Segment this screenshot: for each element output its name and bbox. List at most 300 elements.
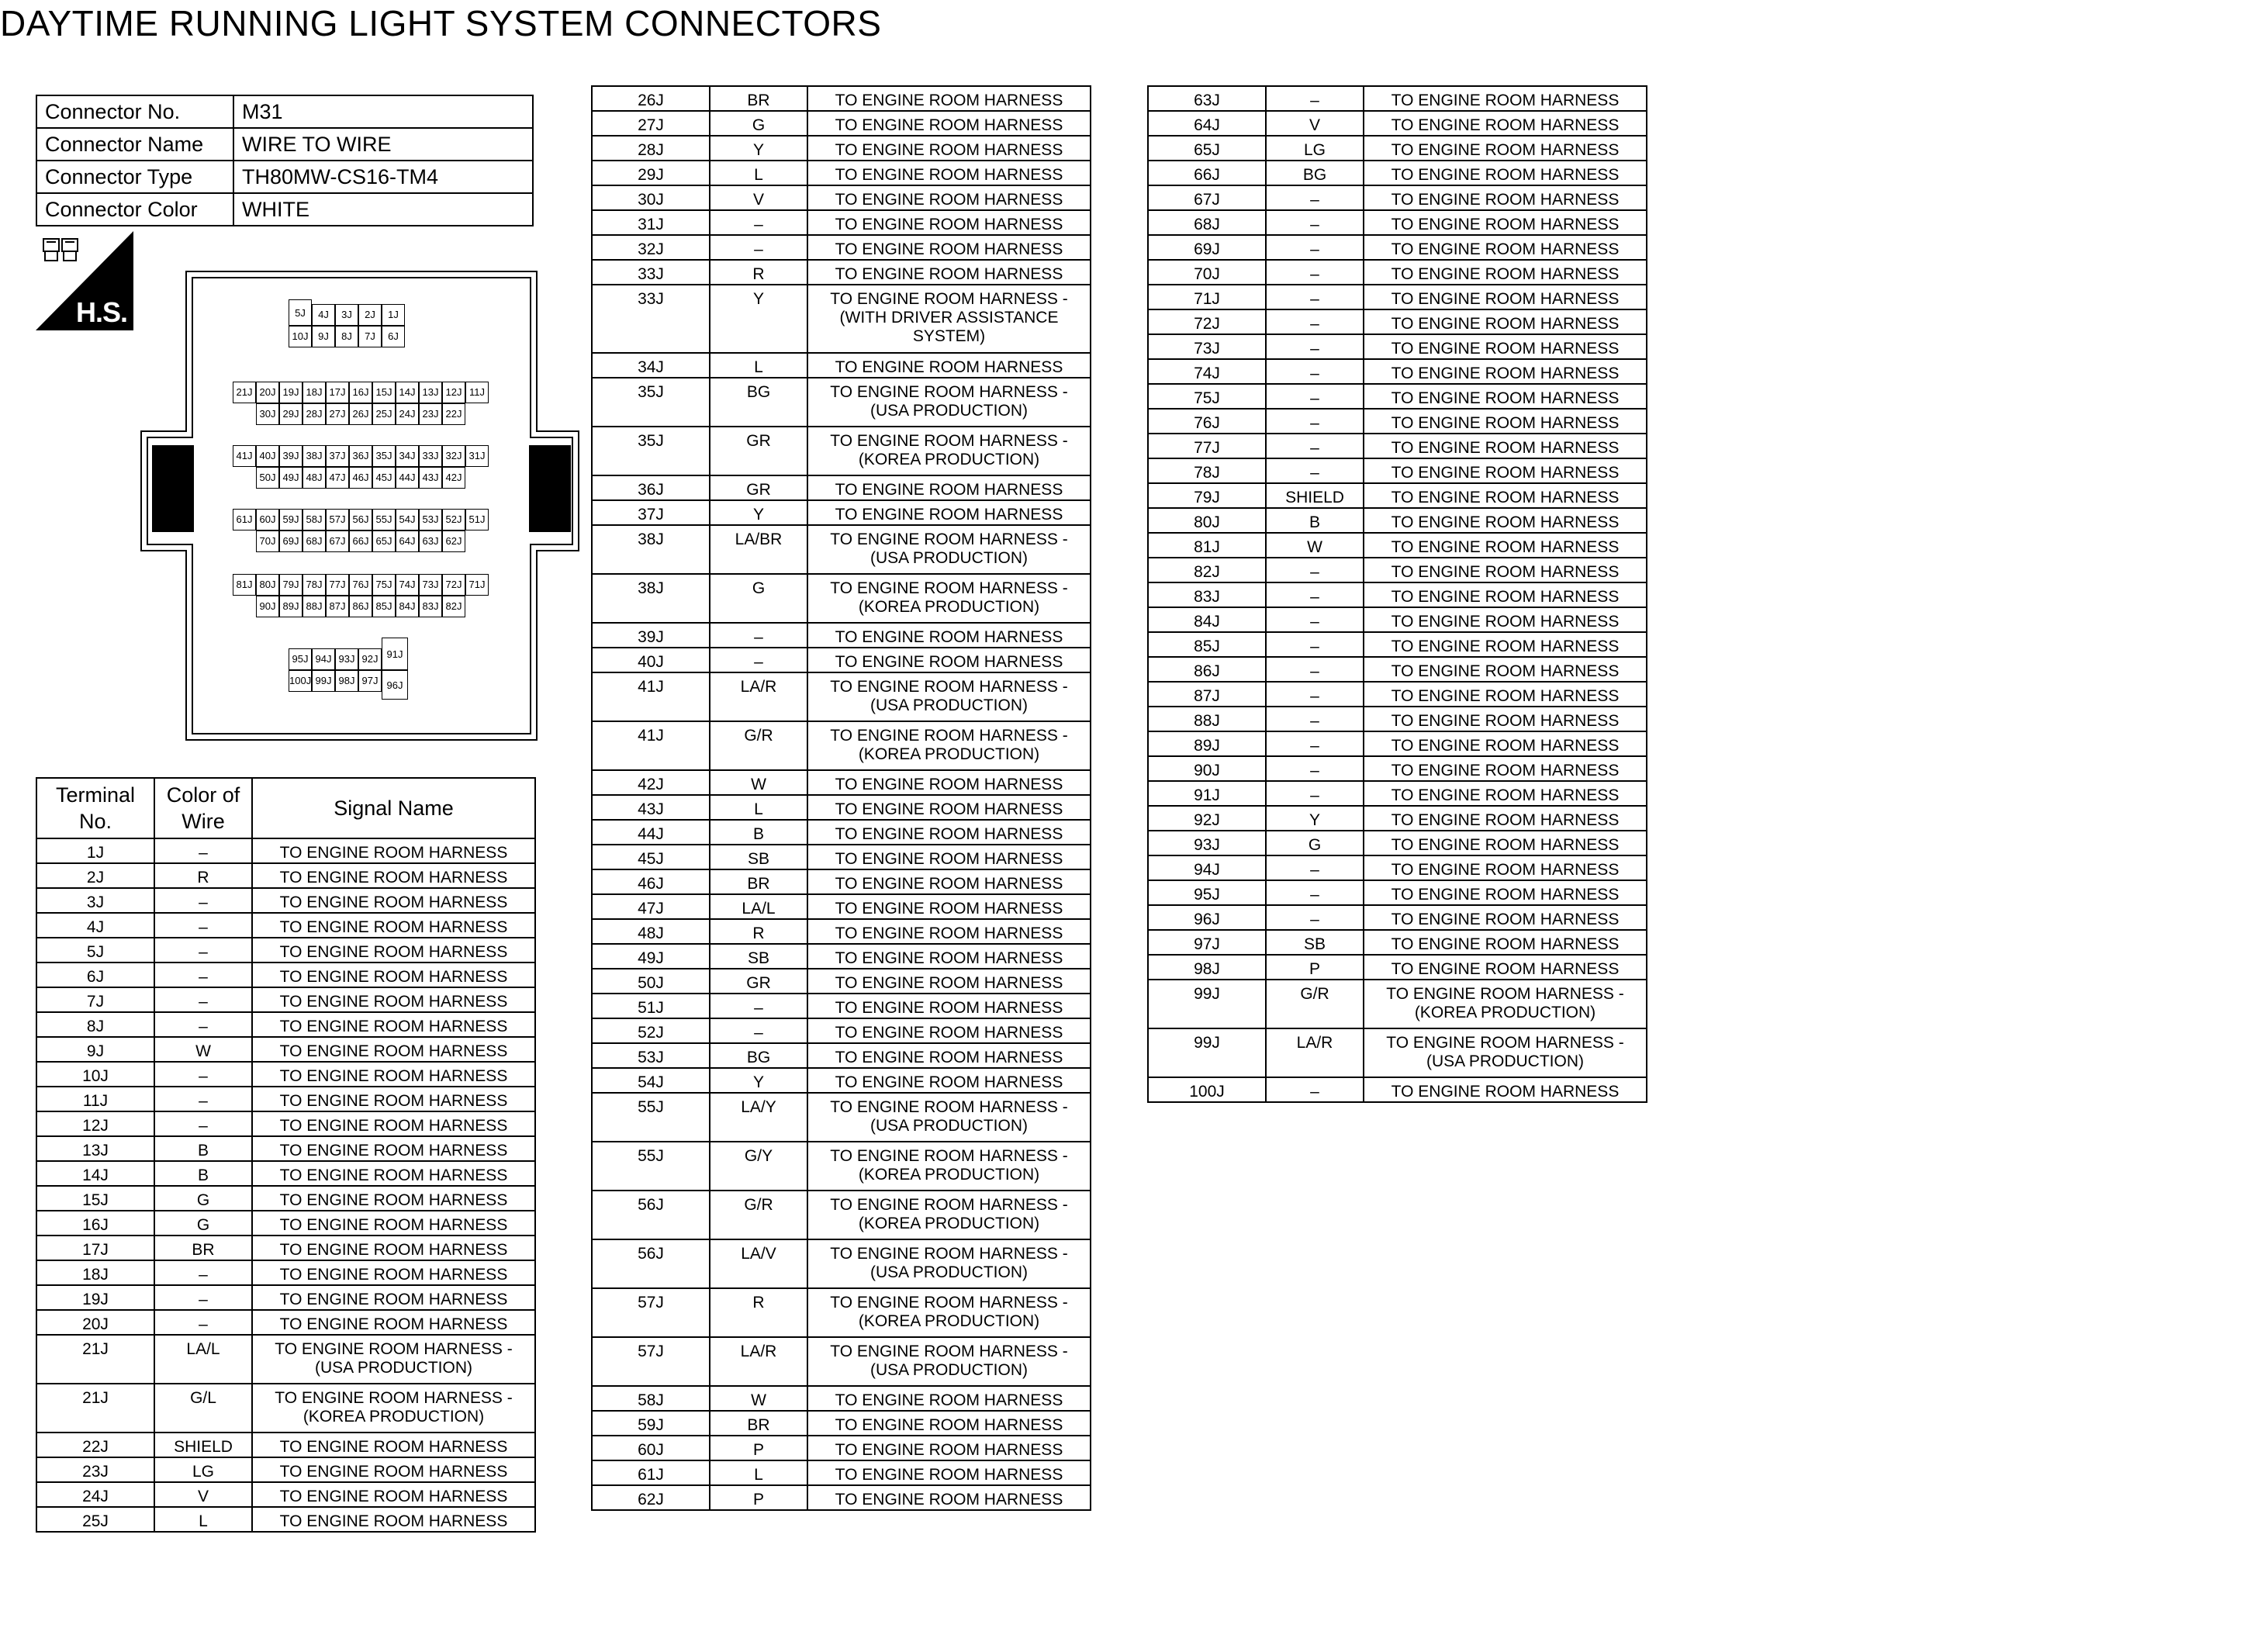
wire-color-cell: –	[154, 1260, 252, 1285]
signal-name-cell: TO ENGINE ROOM HARNESS - (KOREA PRODUCTION)	[807, 721, 1091, 770]
connector-pin: 16J	[349, 382, 372, 403]
wire-color-cell: G/R	[1266, 980, 1364, 1028]
wire-color-cell: LA/R	[710, 672, 807, 721]
connector-pin: 58J	[303, 509, 326, 531]
signal-name-cell: TO ENGINE ROOM HARNESS - (KOREA PRODUCTION)	[807, 1288, 1091, 1337]
terminal-no-cell: 47J	[592, 894, 710, 919]
wire-color-cell: L	[154, 1507, 252, 1532]
terminal-no-cell: 52J	[592, 1018, 710, 1043]
terminal-no-cell: 86J	[1148, 657, 1266, 682]
table-row	[1148, 607, 1647, 632]
terminal-no-cell: 78J	[1148, 458, 1266, 483]
connector-pin: 46J	[349, 467, 372, 489]
table-row	[592, 869, 1091, 894]
table-row	[36, 888, 535, 913]
table-row	[36, 1037, 535, 1062]
connector-pin: 71J	[465, 574, 489, 596]
table-row	[592, 525, 1091, 574]
connector-pin: 7J	[358, 326, 382, 347]
table-row	[36, 1111, 535, 1136]
terminal-no-cell: 46J	[592, 869, 710, 894]
terminal-no-cell: 36J	[592, 475, 710, 500]
connector-pin: 75J	[372, 574, 396, 596]
table-row	[1148, 682, 1647, 707]
terminal-no-cell: 39J	[592, 623, 710, 648]
signal-name-cell: TO ENGINE ROOM HARNESS	[1364, 260, 1647, 285]
connector-pin: 63J	[419, 531, 442, 552]
table-row	[592, 353, 1091, 378]
connector-pin: 79J	[279, 574, 303, 596]
table-row	[592, 378, 1091, 427]
terminal-no-cell: 76J	[1148, 409, 1266, 434]
signal-name-cell: TO ENGINE ROOM HARNESS	[1364, 756, 1647, 781]
connector-pin: 55J	[372, 509, 396, 531]
info-label: Connector Color	[36, 193, 233, 226]
wire-color-cell: –	[1266, 707, 1364, 731]
signal-name-cell: TO ENGINE ROOM HARNESS - (USA PRODUCTION)	[807, 1337, 1091, 1386]
connector-pin: 97J	[358, 670, 382, 692]
signal-name-cell: TO ENGINE ROOM HARNESS	[807, 994, 1091, 1018]
terminal-no-cell: 53J	[592, 1043, 710, 1068]
header-terminal-no: Terminal No.	[36, 778, 154, 838]
terminal-no-cell: 59J	[592, 1411, 710, 1436]
signal-name-cell: TO ENGINE ROOM HARNESS	[252, 1136, 535, 1161]
table-row	[592, 1288, 1091, 1337]
wire-color-cell: –	[1266, 582, 1364, 607]
table-row	[592, 795, 1091, 820]
wire-color-cell: –	[1266, 657, 1364, 682]
table-row	[592, 500, 1091, 525]
connector-pin: 43J	[419, 467, 442, 489]
wire-color-cell: BR	[710, 869, 807, 894]
table-row	[36, 1136, 535, 1161]
signal-name-cell: TO ENGINE ROOM HARNESS	[807, 235, 1091, 260]
terminal-no-cell: 38J	[592, 525, 710, 574]
table-row	[36, 963, 535, 987]
wire-color-cell: BG	[710, 378, 807, 427]
signal-name-cell: TO ENGINE ROOM HARNESS	[252, 1062, 535, 1087]
connector-pin: 86J	[349, 596, 372, 617]
connector-pin: 48J	[303, 467, 326, 489]
wire-color-cell: –	[154, 838, 252, 863]
table-row	[592, 721, 1091, 770]
connector-pin: 20J	[256, 382, 279, 403]
connector-pin: 95J	[289, 648, 312, 670]
table-row	[592, 1191, 1091, 1239]
signal-name-cell: TO ENGINE ROOM HARNESS	[807, 185, 1091, 210]
terminal-no-cell: 48J	[592, 919, 710, 944]
table-row	[1148, 334, 1647, 359]
table-row	[592, 1018, 1091, 1043]
signal-name-cell: TO ENGINE ROOM HARNESS	[252, 1310, 535, 1335]
signal-name-cell: TO ENGINE ROOM HARNESS	[807, 623, 1091, 648]
connector-pin: 50J	[256, 467, 279, 489]
table-row	[592, 210, 1091, 235]
info-label: Connector Type	[36, 161, 233, 193]
terminal-no-cell: 8J	[36, 1012, 154, 1037]
table-row	[36, 1260, 535, 1285]
table-row	[592, 648, 1091, 672]
connector-pin: 24J	[396, 403, 419, 425]
signal-name-cell: TO ENGINE ROOM HARNESS - (KOREA PRODUCTION)	[807, 1142, 1091, 1191]
wire-color-cell: LA/L	[154, 1335, 252, 1384]
terminal-no-cell: 28J	[592, 136, 710, 161]
signal-name-cell: TO ENGINE ROOM HARNESS	[807, 845, 1091, 869]
wire-color-cell: SHIELD	[154, 1433, 252, 1457]
terminal-no-cell: 12J	[36, 1111, 154, 1136]
wire-color-cell: Y	[710, 500, 807, 525]
wire-color-cell: –	[1266, 632, 1364, 657]
wire-color-cell: G/Y	[710, 1142, 807, 1191]
info-label: Connector Name	[36, 128, 233, 161]
signal-name-cell: TO ENGINE ROOM HARNESS	[1364, 781, 1647, 806]
terminal-no-cell: 6J	[36, 963, 154, 987]
terminal-no-cell: 51J	[592, 994, 710, 1018]
table-row	[592, 770, 1091, 795]
connector-pin: 25J	[372, 403, 396, 425]
wire-color-cell: –	[154, 1062, 252, 1087]
wire-color-cell: LA/Y	[710, 1093, 807, 1142]
table-row	[36, 1310, 535, 1335]
info-value: WIRE TO WIRE	[233, 128, 533, 161]
table-row	[36, 1285, 535, 1310]
connector-pin: 84J	[396, 596, 419, 617]
table-row	[592, 86, 1091, 111]
wire-color-cell: –	[710, 648, 807, 672]
terminal-no-cell: 82J	[1148, 558, 1266, 582]
signal-name-cell: TO ENGINE ROOM HARNESS - (KOREA PRODUCTION)	[807, 427, 1091, 475]
wire-color-cell: –	[1266, 334, 1364, 359]
table-row	[592, 1460, 1091, 1485]
signal-name-cell: TO ENGINE ROOM HARNESS	[252, 1161, 535, 1186]
connector-pin: 83J	[419, 596, 442, 617]
wire-color-cell: –	[154, 1285, 252, 1310]
connector-pin: 47J	[326, 467, 349, 489]
wire-color-cell: G	[1266, 831, 1364, 855]
table-row	[592, 1485, 1091, 1510]
wire-color-cell: LA/R	[1266, 1028, 1364, 1077]
terminal-no-cell: 41J	[592, 672, 710, 721]
terminal-no-cell: 21J	[36, 1384, 154, 1433]
table-row	[1148, 111, 1647, 136]
wire-color-cell: W	[1266, 533, 1364, 558]
wire-color-cell: –	[1266, 558, 1364, 582]
signal-name-cell: TO ENGINE ROOM HARNESS	[252, 1482, 535, 1507]
wire-color-cell: –	[1266, 210, 1364, 235]
terminal-no-cell: 27J	[592, 111, 710, 136]
terminal-no-cell: 22J	[36, 1433, 154, 1457]
terminal-no-cell: 33J	[592, 260, 710, 285]
table-row	[592, 820, 1091, 845]
connector-pin: 13J	[419, 382, 442, 403]
table-row	[1148, 781, 1647, 806]
signal-name-cell: TO ENGINE ROOM HARNESS	[807, 969, 1091, 994]
signal-name-cell: TO ENGINE ROOM HARNESS	[807, 161, 1091, 185]
signal-name-cell: TO ENGINE ROOM HARNESS	[1364, 161, 1647, 185]
connector-pin: 36J	[349, 445, 372, 467]
table-row	[592, 260, 1091, 285]
wire-color-cell: –	[1266, 409, 1364, 434]
signal-name-cell: TO ENGINE ROOM HARNESS	[1364, 409, 1647, 434]
signal-name-cell: TO ENGINE ROOM HARNESS	[807, 500, 1091, 525]
table-row	[1148, 880, 1647, 905]
connector-pin: 65J	[372, 531, 396, 552]
connector-pin: 49J	[279, 467, 303, 489]
connector-pin: 52J	[442, 509, 465, 531]
connector-pin: 77J	[326, 574, 349, 596]
table-row	[1148, 582, 1647, 607]
connector-pin: 45J	[372, 467, 396, 489]
signal-name-cell: TO ENGINE ROOM HARNESS - (USA PRODUCTION)	[807, 1093, 1091, 1142]
signal-name-cell: TO ENGINE ROOM HARNESS	[252, 1012, 535, 1037]
connector-pin: 72J	[442, 574, 465, 596]
wire-color-cell: Y	[710, 136, 807, 161]
table-row	[1148, 905, 1647, 930]
table-row	[1148, 136, 1647, 161]
terminal-no-cell: 5J	[36, 938, 154, 963]
wire-color-cell: –	[710, 1018, 807, 1043]
wire-color-cell: SHIELD	[1266, 483, 1364, 508]
wire-color-cell: BR	[710, 86, 807, 111]
terminal-no-cell: 38J	[592, 574, 710, 623]
terminal-no-cell: 33J	[592, 285, 710, 353]
signal-name-cell: TO ENGINE ROOM HARNESS	[807, 136, 1091, 161]
wire-color-cell: G/R	[710, 1191, 807, 1239]
wire-color-cell: –	[154, 1012, 252, 1037]
connector-pin: 12J	[442, 382, 465, 403]
terminal-no-cell: 16J	[36, 1211, 154, 1236]
terminal-no-cell: 56J	[592, 1191, 710, 1239]
signal-name-cell: TO ENGINE ROOM HARNESS	[1364, 458, 1647, 483]
connector-pin: 42J	[442, 467, 465, 489]
signal-name-cell: TO ENGINE ROOM HARNESS	[1364, 682, 1647, 707]
wire-color-cell: –	[154, 987, 252, 1012]
table-row	[1148, 707, 1647, 731]
connector-pin: 62J	[442, 531, 465, 552]
wire-color-cell: W	[710, 770, 807, 795]
wire-color-cell: –	[1266, 905, 1364, 930]
connector-pin: 11J	[465, 382, 489, 403]
wire-color-cell: LA/BR	[710, 525, 807, 574]
signal-name-cell: TO ENGINE ROOM HARNESS - (KOREA PRODUCTION)	[807, 1191, 1091, 1239]
signal-name-cell: TO ENGINE ROOM HARNESS - (USA PRODUCTION)	[1364, 1028, 1647, 1077]
signal-name-cell: TO ENGINE ROOM HARNESS	[252, 1260, 535, 1285]
wire-color-cell: –	[1266, 309, 1364, 334]
signal-name-cell: TO ENGINE ROOM HARNESS	[1364, 185, 1647, 210]
terminal-no-cell: 7J	[36, 987, 154, 1012]
signal-name-cell: TO ENGINE ROOM HARNESS	[252, 1433, 535, 1457]
table-row	[592, 994, 1091, 1018]
terminal-no-cell: 10J	[36, 1062, 154, 1087]
connector-pin: 91J	[382, 638, 408, 670]
terminal-no-cell: 89J	[1148, 731, 1266, 756]
terminal-no-cell: 97J	[1148, 930, 1266, 955]
connector-pin: 29J	[279, 403, 303, 425]
signal-name-cell: TO ENGINE ROOM HARNESS	[807, 894, 1091, 919]
connector-pin: 82J	[442, 596, 465, 617]
signal-name-cell: TO ENGINE ROOM HARNESS	[1364, 235, 1647, 260]
table-row	[1148, 409, 1647, 434]
wire-color-cell: –	[154, 913, 252, 938]
connector-pin: 57J	[326, 509, 349, 531]
wire-color-cell: BG	[710, 1043, 807, 1068]
table-row	[1148, 384, 1647, 409]
table-row	[592, 161, 1091, 185]
connector-pin: 39J	[279, 445, 303, 467]
terminal-no-cell: 13J	[36, 1136, 154, 1161]
terminal-no-cell: 57J	[592, 1288, 710, 1337]
wire-color-cell: –	[1266, 384, 1364, 409]
signal-name-cell: TO ENGINE ROOM HARNESS	[1364, 558, 1647, 582]
table-row	[36, 1335, 535, 1384]
signal-name-cell: TO ENGINE ROOM HARNESS	[807, 1436, 1091, 1460]
signal-name-cell: TO ENGINE ROOM HARNESS	[1364, 582, 1647, 607]
connector-pin: 1J	[382, 304, 405, 326]
connector-pin: 87J	[326, 596, 349, 617]
terminal-no-cell: 83J	[1148, 582, 1266, 607]
signal-name-cell: TO ENGINE ROOM HARNESS	[252, 1507, 535, 1532]
page-title: DAYTIME RUNNING LIGHT SYSTEM CONNECTORS	[0, 3, 882, 43]
wire-color-cell: BR	[154, 1236, 252, 1260]
wire-color-cell: V	[154, 1482, 252, 1507]
table-row	[36, 1186, 535, 1211]
connector-pin: 76J	[349, 574, 372, 596]
terminal-no-cell: 75J	[1148, 384, 1266, 409]
table-row	[36, 863, 535, 888]
table-row	[592, 944, 1091, 969]
connector-pin: 9J	[312, 326, 335, 347]
signal-name-cell: TO ENGINE ROOM HARNESS	[1364, 334, 1647, 359]
harness-side-badge	[36, 231, 133, 330]
terminal-no-cell: 91J	[1148, 781, 1266, 806]
table-row	[1148, 86, 1647, 111]
connector-pin: 96J	[382, 670, 408, 700]
wire-color-cell: LA/R	[710, 1337, 807, 1386]
table-row	[36, 1482, 535, 1507]
wire-color-cell: –	[1266, 260, 1364, 285]
table-row	[592, 1093, 1091, 1142]
signal-name-cell: TO ENGINE ROOM HARNESS	[1364, 855, 1647, 880]
signal-name-cell: TO ENGINE ROOM HARNESS	[1364, 707, 1647, 731]
wire-color-cell: B	[710, 820, 807, 845]
signal-name-cell: TO ENGINE ROOM HARNESS - (USA PRODUCTION)	[252, 1335, 535, 1384]
connector-pin: 64J	[396, 531, 419, 552]
signal-name-cell: TO ENGINE ROOM HARNESS	[1364, 483, 1647, 508]
wire-color-cell: P	[1266, 955, 1364, 980]
terminal-no-cell: 99J	[1148, 1028, 1266, 1077]
table-row	[592, 111, 1091, 136]
terminal-no-cell: 92J	[1148, 806, 1266, 831]
connector-pin: 38J	[303, 445, 326, 467]
terminal-no-cell: 40J	[592, 648, 710, 672]
terminal-no-cell: 23J	[36, 1457, 154, 1482]
connector-pin: 88J	[303, 596, 326, 617]
wire-color-cell: –	[1266, 185, 1364, 210]
signal-name-cell: TO ENGINE ROOM HARNESS	[807, 475, 1091, 500]
terminal-no-cell: 31J	[592, 210, 710, 235]
table-row	[1148, 260, 1647, 285]
table-row	[592, 1043, 1091, 1068]
terminal-no-cell: 50J	[592, 969, 710, 994]
wire-color-cell: Y	[710, 1068, 807, 1093]
table-row	[1148, 285, 1647, 309]
terminal-no-cell: 55J	[592, 1093, 710, 1142]
terminal-no-cell: 35J	[592, 378, 710, 427]
wire-color-cell: Y	[710, 285, 807, 353]
wire-color-cell: G	[710, 574, 807, 623]
terminal-no-cell: 26J	[592, 86, 710, 111]
wire-color-cell: SB	[710, 845, 807, 869]
terminal-no-cell: 30J	[592, 185, 710, 210]
wire-color-cell: L	[710, 353, 807, 378]
table-row	[36, 1087, 535, 1111]
table-row	[1148, 632, 1647, 657]
terminal-no-cell: 80J	[1148, 508, 1266, 533]
signal-name-cell: TO ENGINE ROOM HARNESS	[807, 869, 1091, 894]
terminal-no-cell: 20J	[36, 1310, 154, 1335]
wire-color-cell: P	[710, 1436, 807, 1460]
signal-name-cell: TO ENGINE ROOM HARNESS - (USA PRODUCTION)	[807, 525, 1091, 574]
table-row	[36, 1507, 535, 1532]
terminal-no-cell: 44J	[592, 820, 710, 845]
connector-pin: 26J	[349, 403, 372, 425]
terminal-no-cell: 93J	[1148, 831, 1266, 855]
terminal-no-cell: 34J	[592, 353, 710, 378]
wire-color-cell: LG	[154, 1457, 252, 1482]
signal-name-cell: TO ENGINE ROOM HARNESS	[1364, 434, 1647, 458]
connector-pin: 28J	[303, 403, 326, 425]
signal-name-cell: TO ENGINE ROOM HARNESS	[807, 919, 1091, 944]
table-row	[592, 475, 1091, 500]
connector-pin: 15J	[372, 382, 396, 403]
signal-name-cell: TO ENGINE ROOM HARNESS	[252, 1087, 535, 1111]
connector-pin: 41J	[233, 445, 256, 467]
wire-color-cell: BR	[710, 1411, 807, 1436]
connector-info-row	[36, 161, 533, 193]
terminal-no-cell: 35J	[592, 427, 710, 475]
connector-pin: 33J	[419, 445, 442, 467]
terminal-no-cell: 15J	[36, 1186, 154, 1211]
terminal-no-cell: 69J	[1148, 235, 1266, 260]
signal-name-cell: TO ENGINE ROOM HARNESS - (USA PRODUCTION)	[807, 672, 1091, 721]
terminal-no-cell: 24J	[36, 1482, 154, 1507]
connector-pin: 8J	[335, 326, 358, 347]
wire-color-cell: –	[1266, 880, 1364, 905]
header-color-of-wire: Color of Wire	[154, 778, 252, 838]
terminal-no-cell: 18J	[36, 1260, 154, 1285]
wire-color-cell: –	[1266, 235, 1364, 260]
table-row	[1148, 756, 1647, 781]
connector-pin: 80J	[256, 574, 279, 596]
connector-pin: 85J	[372, 596, 396, 617]
table-row	[1148, 483, 1647, 508]
terminal-no-cell: 25J	[36, 1507, 154, 1532]
table-row	[592, 285, 1091, 353]
terminal-no-cell: 79J	[1148, 483, 1266, 508]
terminal-no-cell: 17J	[36, 1236, 154, 1260]
connector-pin: 78J	[303, 574, 326, 596]
connector-pin: 37J	[326, 445, 349, 467]
connector-pin: 98J	[335, 670, 358, 692]
header-signal-name: Signal Name	[252, 778, 535, 838]
terminal-no-cell: 64J	[1148, 111, 1266, 136]
terminal-no-cell: 68J	[1148, 210, 1266, 235]
table-row	[1148, 1077, 1647, 1102]
table-row	[592, 672, 1091, 721]
connector-pin: 69J	[279, 531, 303, 552]
signal-name-cell: TO ENGINE ROOM HARNESS	[1364, 384, 1647, 409]
signal-name-cell: TO ENGINE ROOM HARNESS	[1364, 111, 1647, 136]
